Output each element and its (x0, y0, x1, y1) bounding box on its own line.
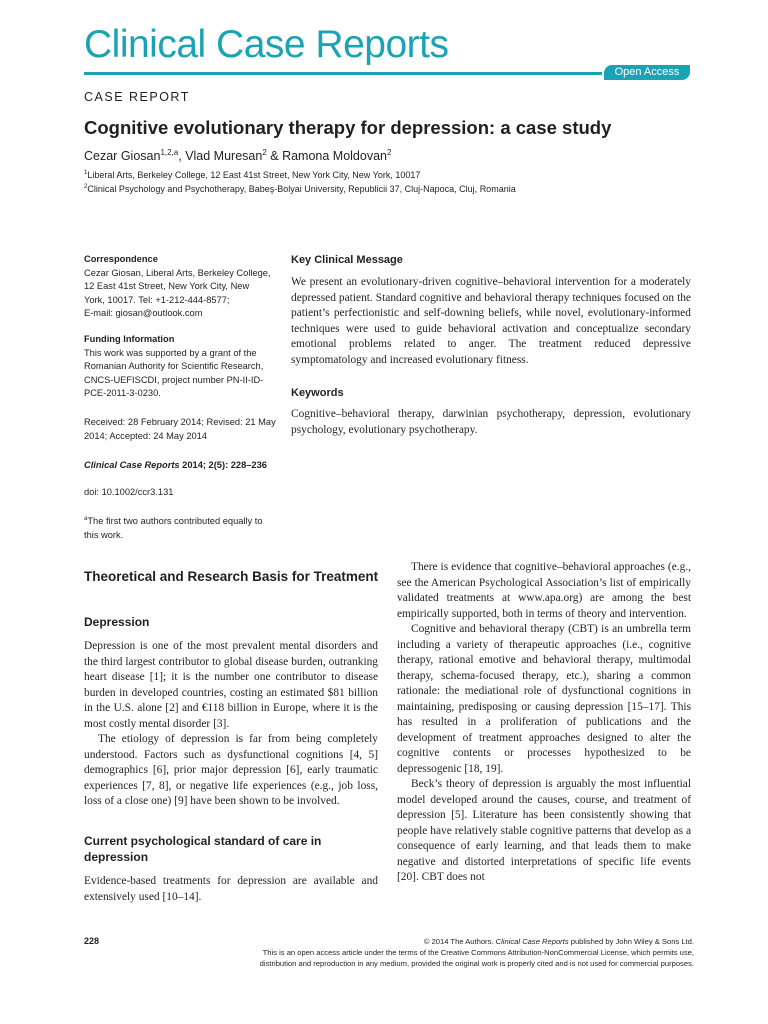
subsection-heading-depression: Depression (84, 615, 150, 629)
citation-journal: Clinical Case Reports (84, 460, 180, 470)
dates-block (84, 416, 284, 443)
author-affiliation-marker: 2 (386, 148, 392, 157)
affiliation (84, 184, 516, 194)
copyright-publisher: published by John Wiley & Sons Ltd. (568, 937, 694, 946)
correspondence-line: 12 East 41st Street, New York City, New (84, 281, 250, 291)
author-separator: , (178, 149, 186, 164)
author-separator: & (266, 149, 283, 164)
footnote-line: this work. (84, 529, 124, 540)
open-access-badge: Open Access (604, 65, 690, 80)
affiliation-marker: 2 (84, 184, 88, 190)
section-heading: Theoretical and Research Basis for Treatment (84, 569, 379, 584)
subsection-heading-standard-of-care: Current psychological standard of care in depression (84, 834, 322, 864)
license-line: This is an open access article under the terms of the Creative Commons Attribution-NonCommercial License, which permits use, (262, 948, 694, 957)
body-paragraph: Evidence-based treatments for depression are available and extensively used [10–14]. (84, 875, 378, 903)
funding-line: CNCS-UEFISCDI, project number PN-II-ID- (84, 374, 264, 385)
funding-line: PCE-2011-3-0230. (84, 388, 161, 398)
affiliation-text: Liberal Arts, Berkeley College, 12 East 41st Street, New York City, New York, 10017 (87, 170, 421, 180)
doi[interactable]: doi: 10.1002/ccr3.131 (84, 487, 174, 497)
body-paragraph: Depression is one of the most prevalent mental disorders and the third largest contributor to global disease burden, outranking heart disease [1]; it is the number one contributor to disease burden in developed countries, costing an estimated $81 billion in the U.S. alone [2] and €118 billion in Europe, where it is the most costly mental disorder [3]. (84, 640, 378, 730)
body-paragraph: The etiology of depression is far from being completely understood. Factors such as dysfunctional cognitions [4, 5] demographics [6], prior major depression [6], early traumatic experiences [7, 8], or negative life experiences (e.g., job loss, loss of a close one) [9] have been shown to be involved. (84, 733, 378, 807)
funding-block (84, 333, 284, 401)
keywords-heading: Keywords (291, 387, 344, 399)
dates-line: 2014; Accepted: 24 May 2014 (84, 430, 208, 441)
article-title: Cognitive evolutionary therapy for depression: a case study (84, 117, 612, 138)
affiliation (84, 170, 420, 180)
body-paragraph: Cognitive and behavioral therapy (CBT) is an umbrella term including a variety of therapeutic approaches (i.e., cognitive therapy, rational emotive and behavioral therapy, multimodal therapy, schema-focused therapy, etc.), sharing a common rationale: the mediational role of dysfunctional cognitions in maintaining, predisposing or causing depression [15–17]. This has resulted in a proliferation of publications and the development of treatment approaches designed to alter the cognitive contents or processes hypothesized to be depressogenic [18, 19]. (397, 623, 691, 775)
author-name: Vlad Muresan (185, 149, 263, 164)
page-number: 228 (84, 936, 100, 946)
author-name: Ramona Moldovan (282, 149, 387, 164)
citation (84, 459, 284, 473)
header-rule (84, 72, 602, 75)
funding-heading: Funding Information (84, 334, 175, 344)
author-name: Cezar Giosan (84, 149, 161, 164)
footnote-marker: a (84, 516, 88, 522)
copyright-journal: Clinical Case Reports (495, 937, 569, 946)
dates-line: Received: 28 February 2014; Revised: 21 May (84, 417, 276, 427)
license-footer (134, 936, 694, 969)
keywords-text: Cognitive–behavioral therapy, darwinian psychotherapy, depression, evolutionary psychology, evolutionary psychotherapy. (291, 408, 691, 436)
key-message-heading: Key Clinical Message (291, 254, 403, 266)
body-left-column-top (84, 639, 378, 810)
correspondence-line: Cezar Giosan, Liberal Arts, Berkeley College, (84, 267, 271, 278)
key-message-text: We present an evolutionary-driven cognitive–behavioral intervention for a moderately depressed patient. Standard cognitive and behavioral therapy techniques focused on the patient’s perfectionistic and self-downing beliefs, while novel, evolutionary-informed techniques were used to guide behavioral activation and conceptualize secondary emotional problems related to anger. The treatment reduced depressive symptomatology and increased evolutionary fitness. (291, 276, 691, 366)
body-right-column (397, 560, 691, 886)
correspondence-line: York, 10017. Tel: +1-212-444-8577; (84, 294, 230, 305)
body-left-column-bottom (84, 874, 378, 905)
funding-line: This work was supported by a grant of the (84, 347, 257, 358)
author-affiliation-marker: 1,2,a (160, 148, 179, 157)
body-paragraph: There is evidence that cognitive–behavioral approaches (e.g., see the American Psychological Association’s list of empirically validated treatments at www.apa.org) are among the best empirically supported, both in terms of theory and intervention. (397, 561, 691, 620)
affiliation-text: Clinical Psychology and Psychotherapy, Babeş-Bolyai University, Republicii 37, Cluj-Napoca, Cluj, Romania (87, 184, 516, 194)
body-paragraph: Beck’s theory of depression is arguably the most influential model developed around the causes, course, and treatment of depression [5]. Literature has been consistently showing that people have relatively stable cognitive patterns that develop as a consequence of early learning, and that leads them to make negative and distorted interpretations of specific life events [20]. CBT does not (397, 778, 691, 883)
author-affiliation-marker: 2 (262, 148, 267, 157)
author-list (84, 148, 391, 163)
license-line: distribution and reproduction in any medium, provided the original work is properly cited and is not used for commercial purposes. (259, 959, 694, 968)
footnote-line: The first two authors contributed equally to (87, 516, 263, 527)
affiliation-marker: 1 (84, 170, 88, 176)
article-type: CASE REPORT (84, 90, 190, 104)
copyright-text: © 2014 The Authors. (423, 937, 496, 946)
correspondence-block (84, 253, 284, 321)
correspondence-heading: Correspondence (84, 254, 158, 264)
author-footnote (84, 513, 284, 542)
journal-title: Clinical Case Reports (84, 23, 449, 66)
citation-details: 2014; 2(5): 228–236 (179, 460, 267, 470)
correspondence-email[interactable]: E-mail: giosan@outlook.com (84, 308, 203, 318)
funding-line: Romanian Authority for Scientific Research, (84, 361, 264, 371)
